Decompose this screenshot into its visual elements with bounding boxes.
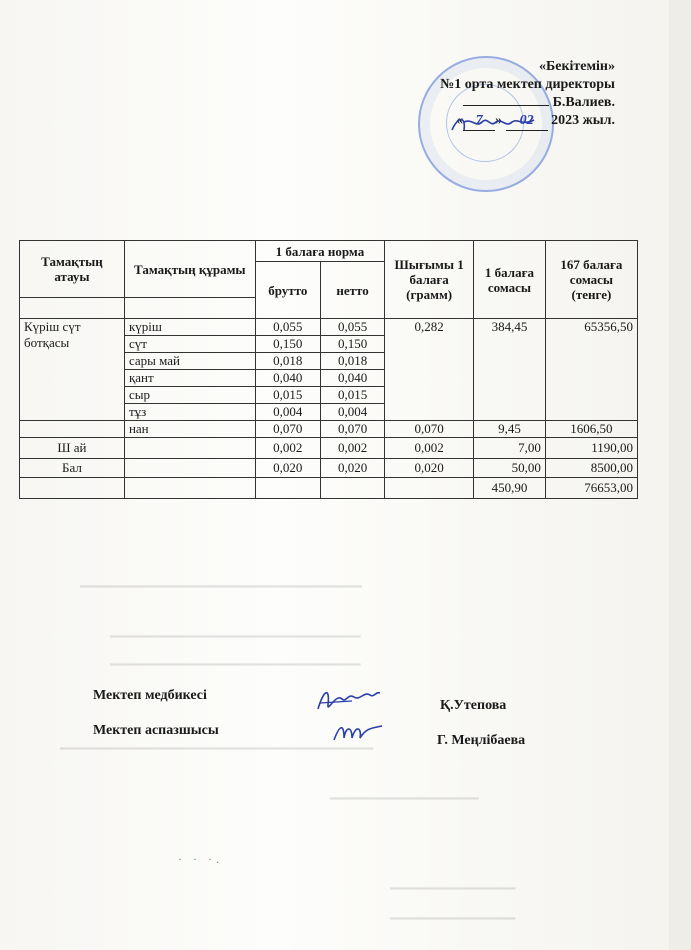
header-spacer [124,298,255,319]
header-dish-name: Тамақтың атауы [20,241,125,298]
empty-cell [320,478,384,499]
table-row-honey [20,459,638,478]
ingredient-net: 0,018 [320,353,384,370]
ingredient-net: 0,150 [320,336,384,353]
dish1-total: 65356,50 [545,319,637,421]
honey-price: 50,00 [474,459,546,478]
bleed-through-text: ━━━━━━━━━━━━━━━━━━━━━━━━━━━━━━━━━━━━━━━━ [60,741,374,756]
approval-title: «Бекітемін» [538,59,615,74]
nurse-signature [312,683,384,719]
empty-cell [255,478,320,499]
empty-cell [20,478,125,499]
ingredient-name: қант [124,370,255,387]
tea-gross: 0,002 [255,438,320,459]
honey-name: Бал [20,459,125,478]
header-price: 1 балаға сомасы [474,241,546,319]
tea-name: Ш ай [20,438,125,459]
table-row-tea [20,438,638,459]
honey-net: 0,020 [320,459,384,478]
honey-total: 8500,00 [545,459,637,478]
empty-cell [124,438,255,459]
tea-net: 0,002 [320,438,384,459]
header-spacer [20,298,125,319]
bleed-through-text: ━━━━━━━━━━━━━━━━ [390,881,516,896]
director-signature [448,112,538,138]
dish1-yield: 0,282 [385,319,474,421]
bread-price: 9,45 [474,421,546,438]
header-norm: 1 балаға норма [255,241,385,262]
table-row [20,319,638,336]
bread-gross: 0,070 [255,421,320,438]
empty-cell [124,459,255,478]
ingredient-gross: 0,018 [255,353,320,370]
ingredient-net: 0,015 [320,387,384,404]
dish1-price: 384,45 [474,319,546,421]
ingredient-net: 0,040 [320,370,384,387]
empty-cell [124,478,255,499]
cook-name: Г. Меңлібаева [437,733,526,748]
empty-cell [20,421,125,438]
dish1-name: Күріш сүт ботқасы [20,319,125,421]
ingredient-gross: 0,004 [255,404,320,421]
scan-edge [669,0,691,950]
scan-specks: · · ·. [178,852,223,866]
tea-total: 1190,00 [545,438,637,459]
ingredient-name: сары май [124,353,255,370]
totals-total: 76653,00 [545,478,637,499]
header-net: нетто [320,262,384,319]
header-total: 167 балаға сомасы (тенге) [545,241,637,319]
ingredient-net: 0,055 [320,319,384,336]
bleed-through-text: ━━━━━━━━━━━━━━━━━━━━━━━━━━━━━━━━━━━━ [80,579,362,594]
bread-total: 1606,50 [545,421,637,438]
approval-director-name: Б.Валиев. [552,95,615,110]
bleed-through-text: ━━━━━━━━━━━━━━━━━━━━━━━━━━━━━━━━ [110,629,361,644]
approval-month: 02 [506,112,548,131]
ingredient-gross: 0,055 [255,319,320,336]
header-yield: Шығымы 1 балаға (грамм) [385,241,474,319]
header-row [20,241,638,262]
bread-net: 0,070 [320,421,384,438]
honey-gross: 0,020 [255,459,320,478]
bread-name: нан [124,421,255,438]
table-row-totals [20,478,638,499]
cook-signature [330,718,386,748]
approval-position: №1 орта мектеп директоры [440,77,615,92]
approval-date-line: « 7 » 02 2023 жыл. [440,112,615,131]
menu-table [19,240,638,499]
bleed-through-text: ━━━━━━━━━━━━━━━━━━━ [330,791,479,806]
ingredient-name: тұз [124,404,255,421]
bleed-through-text: ━━━━━━━━━━━━━━━━ [390,911,516,926]
bread-yield: 0,070 [385,421,474,438]
honey-yield: 0,020 [385,459,474,478]
tea-yield: 0,002 [385,438,474,459]
approval-day: 7 [463,112,495,131]
tea-price: 7,00 [474,438,546,459]
ingredient-name: сыр [124,387,255,404]
nurse-name: Қ.Утепова [440,698,507,713]
empty-cell [385,478,474,499]
table-row-bread [20,421,638,438]
cook-title: Мектеп аспазшысы [93,723,219,738]
nurse-title: Мектеп медбикесі [93,688,207,703]
header-composition: Тамақтың құрамы [124,241,255,298]
ingredient-name: сүт [124,336,255,353]
totals-price: 450,90 [474,478,546,499]
header-gross: брутто [255,262,320,319]
approval-year: 2023 жыл. [551,113,615,128]
bleed-through-text: ━━━━━━━━━━━━━━━━━━━━━━━━━━━━━━━━ [110,657,361,672]
ingredient-gross: 0,150 [255,336,320,353]
approval-name-line [440,94,615,112]
ingredient-net: 0,004 [320,404,384,421]
ingredient-gross: 0,040 [255,370,320,387]
ingredient-gross: 0,015 [255,387,320,404]
ingredient-name: күріш [124,319,255,336]
